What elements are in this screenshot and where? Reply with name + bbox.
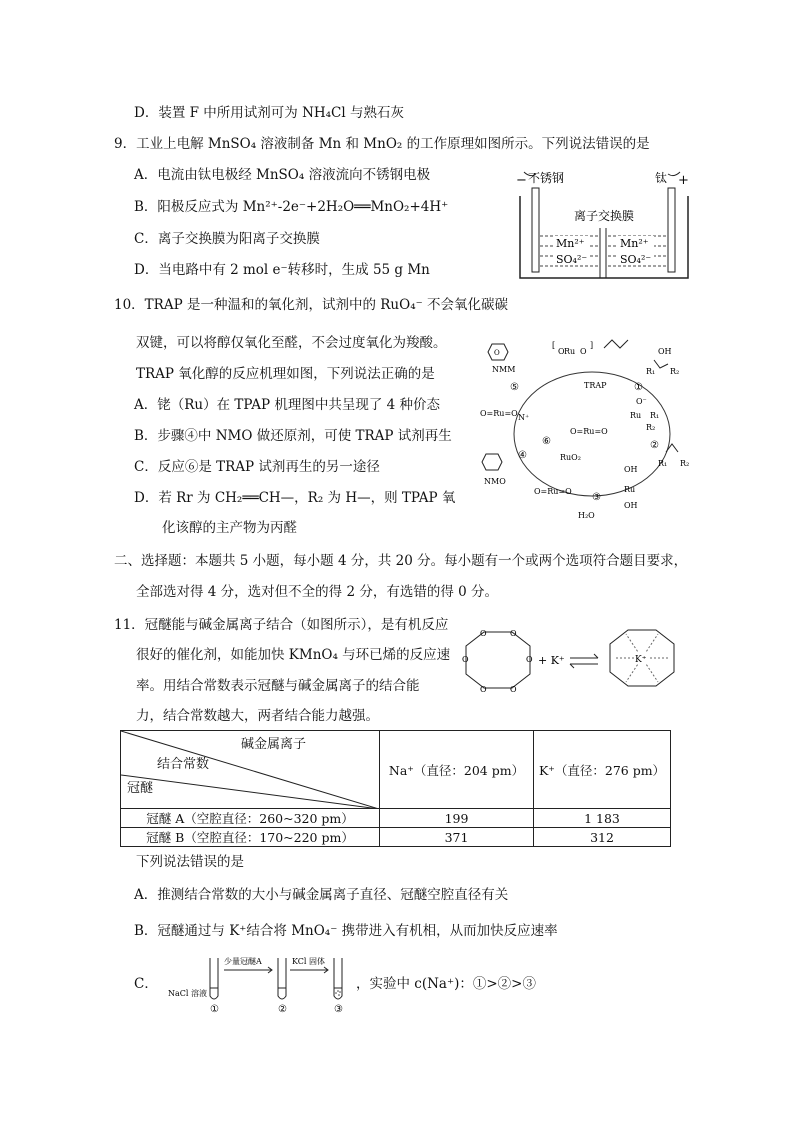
tube-label-1: ① (210, 1004, 219, 1014)
electrolysis-cell-figure (508, 166, 698, 286)
svg-text:R₁: R₁ (650, 411, 660, 420)
step-5: ⑤ (510, 382, 519, 393)
svg-text:N⁺: N⁺ (518, 413, 530, 422)
q9-option-d: D．当电路中有 2 mol e⁻转移时，生成 55 g Mn (134, 262, 430, 278)
svg-text:R₂: R₂ (670, 367, 680, 376)
svg-text:Ru: Ru (624, 485, 636, 494)
crown-ether-ring (466, 632, 530, 688)
row-na: 199 (380, 809, 534, 828)
svg-text:O: O (480, 629, 487, 638)
equilibrium-arrows (570, 654, 598, 668)
svg-text:OH: OH (624, 465, 638, 474)
membrane-label: 离子交换膜 (574, 209, 635, 223)
row-name: 冠醚 B（空腔直径：170~220 pm） (121, 828, 380, 847)
svg-text:OH: OH (658, 347, 672, 356)
left-ion-1: Mn²⁺ (556, 237, 585, 250)
q11-stem-3: 率。用结合常数表示冠醚与碱金属离子的结合能 (136, 678, 420, 694)
test-tubes-figure (168, 952, 358, 1014)
minus-sign: − (516, 173, 527, 188)
tube-1 (210, 958, 218, 999)
plus-sign: + (678, 173, 689, 188)
q10-stem-3: TRAP 氧化醇的反应机理如图，下列说法正确的是 (136, 366, 435, 382)
tube-label-2: ② (278, 1004, 287, 1014)
col-k-header: K⁺（直径：276 pm） (534, 731, 671, 809)
svg-text:R₁: R₁ (658, 459, 668, 468)
left-ion-2: SO₄²⁻ (556, 253, 588, 266)
tube-3 (334, 958, 342, 999)
trap-label: TRAP (584, 381, 607, 390)
water-label: H₂O (578, 511, 595, 520)
trap-chains (604, 340, 628, 348)
svg-text:OH: OH (624, 501, 638, 510)
q11-stem-1: 11．冠醚能与碱金属离子结合（如图所示），是有机反应 (114, 617, 449, 633)
k-center: K⁺ (635, 655, 647, 665)
q10-option-a: A．铑（Ru）在 TPAP 机理图中共呈现了 4 种价态 (134, 397, 441, 413)
q11-stem-4: 力，结合常数越大，两者结合能力越强。 (136, 708, 379, 724)
q11-question: 下列说法错误的是 (136, 854, 244, 870)
header-mid: 结合常数 (157, 757, 210, 772)
cathode-label: 不锈钢 (528, 171, 565, 185)
step-4: ④ (518, 450, 527, 461)
svg-text:O: O (558, 347, 565, 356)
row-k: 312 (534, 828, 671, 847)
svg-text:Ru: Ru (630, 411, 642, 420)
right-ion-1: Mn²⁺ (620, 237, 649, 250)
step2-label: KCl 固体 (292, 957, 325, 966)
svg-text:O: O (580, 347, 587, 356)
ruo2-label: RuO₂ (560, 453, 581, 462)
anode-label: 钛 (655, 171, 668, 185)
anode-electrode (668, 188, 675, 272)
q11-option-c-prefix: C． (134, 976, 158, 992)
plus-k: + K⁺ (538, 654, 565, 667)
row-k: 1 183 (534, 809, 671, 828)
svg-text:O: O (510, 685, 517, 694)
step-3: ③ (592, 492, 601, 503)
nmo-ring (482, 454, 502, 470)
svg-text:R₂: R₂ (646, 423, 656, 432)
q11-option-b: B．冠醚通过与 K⁺结合将 MnO₄⁻ 携带进入有机相，从而加快反应速率 (134, 923, 558, 939)
binding-constant-table (120, 730, 671, 847)
step-6: ⑥ (542, 436, 551, 447)
row-name: 冠醚 A（空腔直径：260~320 pm） (121, 809, 380, 828)
q8-option-d: D．装置 F 中所用试剂可为 NH₄Cl 与熟石灰 (134, 105, 404, 121)
svg-text:O: O (510, 629, 517, 638)
svg-text:O: O (494, 349, 500, 357)
q9-stem: 9．工业上电解 MnSO₄ 溶液制备 Mn 和 MnO₂ 的工作原理如图所示。下列说法错误的是 (114, 136, 650, 152)
svg-text:[: [ (552, 341, 556, 350)
step-1: ① (634, 382, 643, 393)
step1-label: 少量冠醚A (224, 957, 262, 966)
table-row (121, 828, 671, 847)
svg-text:]: ] (590, 341, 594, 350)
svg-text:O: O (480, 685, 487, 694)
svg-text:R₂: R₂ (680, 459, 690, 468)
svg-text:O: O (526, 655, 533, 664)
svg-text:O=Ru=O: O=Ru=O (534, 487, 572, 496)
q10-option-b: B．步骤④中 NMO 做还原剂，可使 TRAP 试剂再生 (134, 428, 452, 444)
q11-option-a: A．推测结合常数的大小与碱金属离子直径、冠醚空腔直径有关 (134, 887, 509, 903)
q10-option-d-cont: 化该醇的主产物为丙醛 (162, 520, 297, 536)
row-na: 371 (380, 828, 534, 847)
tube-2 (278, 958, 286, 999)
table-row (121, 809, 671, 828)
q10-option-c: C．反应⑥是 TRAP 试剂再生的另一途径 (134, 459, 380, 475)
svg-text:O⁻: O⁻ (636, 397, 647, 406)
q10-option-d: D．若 Rr 为 CH₂══CH—，R₂ 为 H—，则 TPAP 氧 (134, 490, 456, 506)
tube-label-3: ③ (334, 1004, 343, 1014)
svg-text:O=Ru=O: O=Ru=O (570, 427, 608, 436)
header-left: 冠醚 (127, 781, 154, 796)
q11-option-c-suffix: ，实验中 c(Na⁺)：①>②>③ (356, 976, 536, 992)
svg-text:Ru: Ru (564, 347, 576, 356)
q11-stem-2: 很好的催化剂，如能加快 KMnO₄ 与环已烯的反应速 (136, 647, 451, 663)
nmm-label: NMM (492, 365, 516, 374)
header-top: 碱金属离子 (241, 737, 307, 752)
diagonal-header-cell (121, 731, 380, 809)
q10-stem-1: 10．TRAP 是一种温和的氧化剂，试剂中的 RuO₄⁻ 不会氧化碳碳 (114, 297, 509, 313)
q9-option-a: A．电流由钛电极经 MnSO₄ 溶液流向不锈钢电极 (134, 167, 431, 183)
svg-text:O: O (462, 655, 469, 664)
section2-line1: 二、选择题：本题共 5 小题，每小题 4 分，共 20 分。每小题有一个或两个选项符合题目要求， (114, 553, 688, 569)
nmo-label: NMO (484, 477, 506, 486)
q9-option-c: C．离子交换膜为阳离子交换膜 (134, 231, 320, 247)
q9-option-b: B．阳极反应式为 Mn²⁺-2e⁻+2H₂O══MnO₂+4H⁺ (134, 199, 449, 215)
right-ion-2: SO₄²⁻ (620, 253, 652, 266)
cathode-electrode (532, 188, 539, 272)
nacl-label: NaCl 溶液 (168, 989, 207, 998)
step-2: ② (650, 440, 659, 451)
crown-ether-figure (460, 622, 686, 698)
svg-text:R₁: R₁ (646, 367, 656, 376)
col-na-header: Na⁺（直径：204 pm） (380, 731, 534, 809)
tpap-mechanism-figure (474, 334, 710, 524)
svg-text:O=Ru=O: O=Ru=O (480, 409, 518, 418)
q10-stem-2: 双键，可以将醇仅氧化至醛，不会过度氧化为羧酸。 (136, 335, 447, 351)
section2-line2: 全部选对得 4 分，选对但不全的得 2 分，有选错的得 0 分。 (136, 584, 499, 600)
